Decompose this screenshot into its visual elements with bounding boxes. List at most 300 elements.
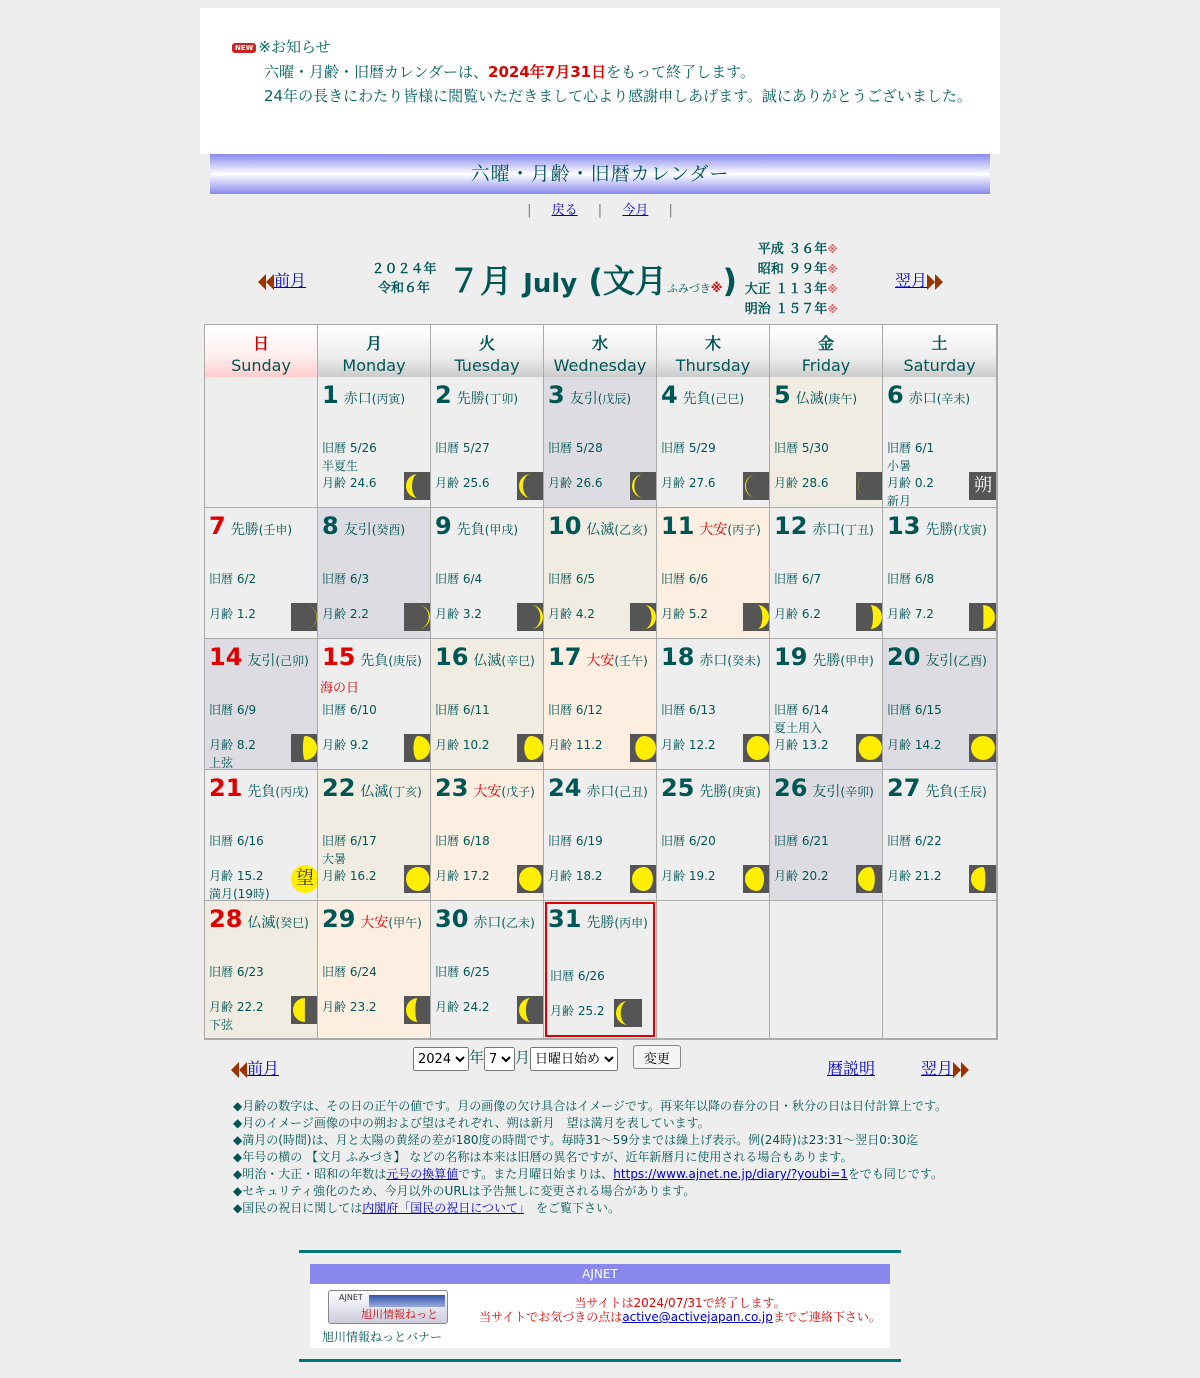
era-conversion-link[interactable]: 元号の換算値 (386, 1167, 459, 1181)
day-number (435, 512, 518, 540)
calendar-explain-link[interactable]: 暦説明 (827, 1059, 876, 1078)
day-cell-21 (205, 770, 317, 900)
calendar-grid (204, 324, 998, 1040)
this-month-link[interactable]: 今月 (622, 203, 649, 218)
kogetsu-name: (文月 (588, 262, 667, 300)
day-number (209, 512, 292, 540)
kyureki: 旧暦 6/21 (774, 834, 829, 848)
day-cell-16 (431, 639, 543, 769)
contact-email-link[interactable]: active@activejapan.co.jp (622, 1310, 773, 1324)
kyureki: 旧暦 6/5 (548, 572, 596, 586)
weekday-en: Tuesday (454, 356, 520, 375)
kyureki: 旧暦 6/18 (435, 834, 490, 848)
kanshi: (丙戌) (275, 785, 309, 799)
kanshi: (辛巳) (501, 654, 535, 668)
day-number-text: 31 (548, 905, 582, 933)
rokuyo: 大安 (586, 653, 615, 669)
day-number-text: 28 (209, 905, 243, 933)
day-number-text: 27 (887, 774, 921, 802)
kyureki: 旧暦 6/15 (887, 703, 942, 717)
moon-age: 月齢 11.2 (548, 738, 603, 752)
weekday-header-monday (318, 325, 430, 377)
kanshi: (乙酉) (953, 654, 987, 668)
kanshi: (庚午) (823, 392, 858, 406)
moon-age: 月齢 20.2 (774, 869, 829, 883)
page-title: 六曜・月齢・旧暦カレンダー (210, 154, 990, 194)
day-cell-7 (205, 508, 317, 638)
kyureki: 旧暦 6/16 (209, 834, 264, 848)
note-text: ◆明治・大正・昭和の年数は (233, 1167, 387, 1181)
day-cell-6 (883, 377, 996, 507)
arrow-right-icon (953, 1062, 961, 1078)
day-number (322, 774, 422, 802)
arrow-right-icon (961, 1062, 969, 1078)
banner-caption: 旭川情報ねっとバナー (322, 1330, 443, 1344)
month-jp: ７月 (448, 262, 513, 300)
moon-age: 月齢 4.2 (548, 607, 595, 621)
notice-line2-post: をもって終了します。 (606, 63, 755, 81)
closing-message (470, 1296, 890, 1324)
moon-icon (630, 734, 656, 762)
kyureki: 旧暦 6/13 (661, 703, 716, 717)
rokuyo: 友引 (925, 653, 954, 669)
arrow-left-icon (239, 1062, 247, 1078)
era-mark: ※ (827, 303, 838, 316)
note-text: です。また月曜日始まりは、 (458, 1167, 614, 1181)
kanshi: (壬申) (258, 523, 293, 537)
year-unit: 年 (469, 1048, 485, 1067)
moon-phase-note: 新月 (887, 494, 912, 507)
moon-icon (614, 999, 642, 1027)
notes-list (233, 1098, 947, 1217)
arrow-right-icon (935, 274, 943, 290)
day-cell-23 (431, 770, 543, 900)
moon-icon (969, 603, 996, 631)
day-cell-10 (544, 508, 656, 638)
kanshi: (庚寅) (727, 785, 761, 799)
day-number (548, 512, 648, 540)
prev-month-link-bottom[interactable]: 前月 (247, 1059, 280, 1078)
day-number-text: 6 (887, 381, 904, 409)
kogetsu-reading: ふみづき (666, 282, 711, 295)
moon-age: 月齢 6.2 (774, 607, 821, 621)
day-cell-12 (770, 508, 882, 638)
weekday-header-thursday (657, 325, 769, 377)
arrow-left-icon (266, 274, 274, 290)
empty-day-cell (205, 377, 317, 507)
weekday-header-saturday (883, 325, 996, 377)
rokuyo: 大安 (473, 784, 502, 800)
day-cell-4 (657, 377, 769, 507)
era-showa-text: 昭和 ９９年 (757, 262, 828, 277)
moon-age: 月齢 23.2 (322, 1000, 377, 1014)
moon-age: 月齢 10.2 (435, 738, 490, 752)
moon-icon (743, 865, 769, 893)
rokuyo: 赤口 (812, 522, 841, 538)
rokuyo: 先負 (456, 522, 485, 538)
footer (299, 1250, 901, 1362)
moon-age: 月齢 18.2 (548, 869, 603, 883)
year-select[interactable] (413, 1047, 469, 1071)
kanshi: (甲戌) (484, 523, 519, 537)
day-number-text: 12 (774, 512, 808, 540)
closing-line2 (470, 1310, 890, 1324)
day-number (774, 774, 874, 802)
day-cell-14 (205, 639, 317, 769)
moon-age: 月齢 21.2 (887, 869, 942, 883)
moon-phase-label: 望 (291, 865, 317, 893)
notice-line3: 24年の長きにわたり皆様に閲覧いただきまして心より感謝申しあげます。誠にありがとうございました。 (264, 87, 972, 105)
rokuyo: 赤口 (343, 391, 372, 407)
note-text: ◆国民の祝日に関しては (233, 1201, 363, 1215)
closing-text: 当サイトでお気づきの点は (479, 1310, 623, 1324)
rokuyo: 先勝 (456, 391, 485, 407)
year-info (368, 260, 440, 298)
day-cell-25 (657, 770, 769, 900)
day-cell-18 (657, 639, 769, 769)
weekday-jp: 火 (478, 334, 495, 353)
day-cell-26 (770, 770, 882, 900)
kanshi: (乙亥) (614, 523, 648, 537)
moon-age: 月齢 25.2 (550, 1004, 605, 1018)
moon-icon (291, 603, 317, 631)
week-start-select[interactable] (530, 1047, 618, 1071)
weekday-header-tuesday (431, 325, 543, 377)
kanshi: (己卯) (275, 654, 309, 668)
day-number-text: 18 (661, 643, 695, 671)
weekday-header-sunday (205, 325, 317, 377)
moon-icon (856, 472, 882, 500)
kogetsu-close: ) (722, 262, 738, 300)
day-cell-22 (318, 770, 430, 900)
holiday-name: 海の日 (320, 681, 360, 696)
moon-icon (517, 603, 543, 631)
rokuyo: 友引 (343, 522, 372, 538)
closing-text: までご連絡下さい。 (772, 1310, 881, 1324)
solar-term: 夏土用入 (774, 721, 823, 735)
day-number-text: 9 (435, 512, 452, 540)
note-item: ◆月のイメージ画像の中の朔および望はそれぞれ、朔は新月 望は満月を表しています。 (233, 1116, 710, 1130)
weekday-en: Saturday (903, 356, 976, 375)
day-number (661, 381, 744, 409)
rokuyo: 赤口 (908, 391, 937, 407)
rokuyo: 先負 (360, 653, 389, 669)
moon-age: 月齢 9.2 (322, 738, 369, 752)
explain-nav[interactable] (827, 1056, 875, 1079)
nav-separator: | (597, 203, 603, 218)
kanshi: (辛卯) (840, 785, 874, 799)
moon-icon (743, 734, 769, 762)
rokuyo: 友引 (812, 784, 841, 800)
moon-age: 月齢 24.2 (435, 1000, 490, 1014)
day-number-text: 13 (887, 512, 921, 540)
kanshi: (丙寅) (371, 392, 406, 406)
weekday-header-wednesday (544, 325, 656, 377)
kogetsu-mark: ※ (710, 281, 723, 295)
arrow-right-icon (927, 274, 935, 290)
kyureki: 旧暦 5/27 (435, 441, 490, 455)
empty-day-cell (883, 901, 996, 1038)
day-cell-2 (431, 377, 543, 507)
day-number (887, 381, 970, 409)
solar-term: 小暑 (887, 459, 912, 473)
day-cell-24 (544, 770, 656, 900)
moon-age: 月齢 26.6 (548, 476, 603, 490)
moon-icon (404, 734, 430, 762)
moon-age: 月齢 8.2 (209, 738, 256, 752)
rokuyo: 赤口 (699, 653, 728, 669)
day-number (774, 512, 874, 540)
new-badge: NEW (232, 43, 256, 53)
kyureki: 旧暦 6/20 (661, 834, 716, 848)
moon-phase-note: 下弦 (209, 1018, 234, 1032)
note-text: をでも同じです。 (847, 1167, 943, 1181)
day-number-text: 5 (774, 381, 791, 409)
month-select-form (413, 1045, 681, 1071)
kanshi: (丙子) (727, 523, 761, 537)
change-button[interactable]: 変更 (633, 1045, 681, 1069)
era-mark: ※ (827, 283, 838, 296)
day-cell-1 (318, 377, 430, 507)
day-number (322, 643, 422, 671)
era-mark: ※ (827, 243, 838, 256)
moon-age: 月齢 22.2 (209, 1000, 264, 1014)
rokuyo: 先負 (247, 784, 276, 800)
era-heisei-text: 平成 ３６年 (757, 242, 828, 257)
day-number (548, 905, 648, 933)
banner-label: 旭川情報ねっと (361, 1308, 438, 1321)
day-number (887, 774, 987, 802)
weekday-jp: 土 (931, 334, 948, 353)
moon-icon (291, 734, 317, 762)
weekday-jp: 金 (817, 334, 834, 353)
nav-separator: | (668, 203, 673, 218)
day-number (209, 643, 309, 671)
era-taisho-text: 大正 １１３年 (744, 282, 828, 297)
next-month-link[interactable]: 翌月 (895, 271, 928, 290)
kanshi: (丁丑) (840, 523, 874, 537)
day-number-text: 15 (322, 643, 356, 671)
ajnet-body (310, 1284, 890, 1348)
kanshi: (癸未) (727, 654, 761, 668)
moon-icon (969, 734, 996, 762)
kyureki: 旧暦 5/30 (774, 441, 829, 455)
asahikawa-banner[interactable] (328, 1290, 448, 1324)
day-cell-17 (544, 639, 656, 769)
era-meiji (718, 300, 838, 320)
day-number (209, 905, 309, 933)
kanshi: (丁亥) (388, 785, 422, 799)
moon-age: 月齢 3.2 (435, 607, 482, 621)
empty-day-cell (657, 901, 769, 1038)
day-number (661, 643, 761, 671)
note-item: ◆満月の(時間)は、月と太陽の黄経の差が180度の時間です。毎時31〜59分までは繰上げ表示。例(24時)は23:31〜翌日0:30迄 (233, 1133, 919, 1147)
day-number-text: 8 (322, 512, 339, 540)
kanshi: (己丑) (614, 785, 648, 799)
rokuyo: 先負 (682, 391, 711, 407)
kyureki: 旧暦 6/1 (887, 441, 935, 455)
solar-term: 大暑 (322, 852, 347, 866)
notice-title: ※お知らせ (258, 38, 331, 56)
back-link[interactable]: 戻る (551, 203, 578, 218)
day-number-text: 3 (548, 381, 565, 409)
moon-age: 月齢 2.2 (322, 607, 369, 621)
rokuyo: 大安 (699, 522, 728, 538)
next-month-nav-bottom[interactable] (921, 1056, 969, 1079)
notice-line2 (264, 60, 755, 85)
month-unit: 月 (515, 1048, 531, 1067)
moon-age: 月齢 25.6 (435, 476, 490, 490)
day-cell-20 (883, 639, 996, 769)
day-number (548, 381, 631, 409)
moon-icon (743, 603, 769, 631)
kyureki: 旧暦 6/10 (322, 703, 377, 717)
day-number-text: 14 (209, 643, 243, 671)
moon-age: 月齢 1.2 (209, 607, 256, 621)
ajnet-bar: AJNET (310, 1264, 890, 1284)
moon-icon (856, 865, 882, 893)
kyureki: 旧暦 6/24 (322, 965, 377, 979)
monday-start-link[interactable]: https://www.ajnet.ne.jp/diary/?youbi=1 (613, 1167, 848, 1181)
kyureki: 旧暦 6/6 (661, 572, 709, 586)
moon-age: 月齢 19.2 (661, 869, 716, 883)
day-number-text: 17 (548, 643, 582, 671)
day-number-text: 21 (209, 774, 243, 802)
moon-icon (856, 603, 882, 631)
kyureki: 旧暦 6/9 (209, 703, 257, 717)
moon-icon (291, 996, 317, 1024)
prev-month-nav-bottom[interactable] (231, 1056, 279, 1079)
day-cell-8 (318, 508, 430, 638)
kanshi: (辛未) (936, 392, 971, 406)
day-cell-3 (544, 377, 656, 507)
kyureki: 旧暦 6/23 (209, 965, 264, 979)
era-mark: ※ (827, 263, 838, 276)
day-number-text: 19 (774, 643, 808, 671)
next-month-nav[interactable] (895, 268, 943, 291)
day-cell-28 (205, 901, 317, 1038)
kanshi: (甲午) (388, 916, 422, 930)
day-number-text: 22 (322, 774, 356, 802)
moon-age: 月齢 13.2 (774, 738, 829, 752)
moon-icon (630, 472, 656, 500)
day-number (209, 774, 309, 802)
rokuyo: 仏滅 (360, 784, 389, 800)
rokuyo: 仏滅 (473, 653, 502, 669)
day-number (887, 512, 987, 540)
rokuyo: 友引 (569, 391, 598, 407)
moon-icon (969, 865, 996, 893)
day-number-text: 30 (435, 905, 469, 933)
month-en: July (523, 269, 578, 299)
moon-icon (630, 603, 656, 631)
moon-icon (404, 865, 430, 893)
kyureki: 旧暦 6/11 (435, 703, 490, 717)
prev-month-link[interactable]: 前月 (274, 271, 307, 290)
kyureki: 旧暦 5/28 (548, 441, 603, 455)
rokuyo: 先勝 (699, 784, 728, 800)
rokuyo: 赤口 (473, 915, 502, 931)
day-number-text: 2 (435, 381, 452, 409)
era-showa (718, 260, 838, 280)
day-number (548, 774, 648, 802)
rokuyo: 先勝 (230, 522, 259, 538)
rokuyo: 大安 (360, 915, 389, 931)
kanshi: (戊寅) (953, 523, 987, 537)
moon-icon (630, 865, 656, 893)
top-nav (0, 199, 1200, 218)
day-number-text: 11 (661, 512, 695, 540)
note-item (233, 1200, 947, 1217)
day-number-text: 24 (548, 774, 582, 802)
kyureki: 旧暦 6/17 (322, 834, 377, 848)
arrow-left-icon (231, 1062, 239, 1078)
era-heisei (718, 240, 838, 260)
kanshi: (乙未) (501, 916, 535, 930)
moon-icon (517, 734, 543, 762)
rokuyo: 先勝 (925, 522, 954, 538)
kyureki: 旧暦 6/4 (435, 572, 483, 586)
moon-age: 月齢 15.2 (209, 869, 264, 883)
day-cell-19 (770, 639, 882, 769)
day-cell-31 (544, 901, 656, 1038)
kanshi: (壬辰) (953, 785, 987, 799)
day-number (435, 905, 535, 933)
moon-icon (517, 996, 543, 1024)
month-select[interactable] (484, 1047, 515, 1071)
kanshi: (丙申) (614, 916, 648, 930)
moon-icon (404, 603, 430, 631)
cabinet-office-link[interactable]: 内閣府「国民の祝日について」 (362, 1201, 524, 1215)
moon-age: 月齢 17.2 (435, 869, 490, 883)
moon-age: 月齢 5.2 (661, 607, 708, 621)
day-number-text: 25 (661, 774, 695, 802)
weekday-jp: 月 (365, 334, 382, 353)
day-cell-13 (883, 508, 996, 638)
moon-icon (517, 865, 543, 893)
kanshi: (甲申) (840, 654, 874, 668)
kyureki: 旧暦 6/2 (209, 572, 257, 586)
moon-age: 月齢 14.2 (887, 738, 942, 752)
day-number-text: 23 (435, 774, 469, 802)
kanshi: (癸巳) (275, 916, 309, 930)
era-meiji-text: 明治 １５７年 (744, 302, 828, 317)
weekday-jp: 木 (704, 334, 721, 353)
day-number (322, 512, 405, 540)
day-cell-5 (770, 377, 882, 507)
day-number (322, 905, 422, 933)
moon-icon (404, 472, 430, 500)
kyureki: 旧暦 6/12 (548, 703, 603, 717)
moon-phase-note: 満月(19時) (209, 887, 270, 900)
moon-icon (404, 996, 430, 1024)
day-cell-29 (318, 901, 430, 1038)
next-month-link-bottom[interactable]: 翌月 (921, 1059, 954, 1078)
nav-separator: | (527, 203, 532, 218)
day-cell-30 (431, 901, 543, 1038)
day-number (774, 381, 857, 409)
kyureki: 旧暦 6/22 (887, 834, 942, 848)
day-number-text: 20 (887, 643, 921, 671)
day-number-text: 16 (435, 643, 469, 671)
weekday-en: Wednesday (553, 356, 647, 375)
day-number (322, 381, 405, 409)
note-text: をご覧下さい。 (524, 1201, 621, 1215)
kanshi: (戊子) (501, 785, 535, 799)
reiwa-label: 令和６年 (377, 281, 430, 296)
prev-month-nav[interactable] (258, 268, 306, 291)
day-number-text: 29 (322, 905, 356, 933)
